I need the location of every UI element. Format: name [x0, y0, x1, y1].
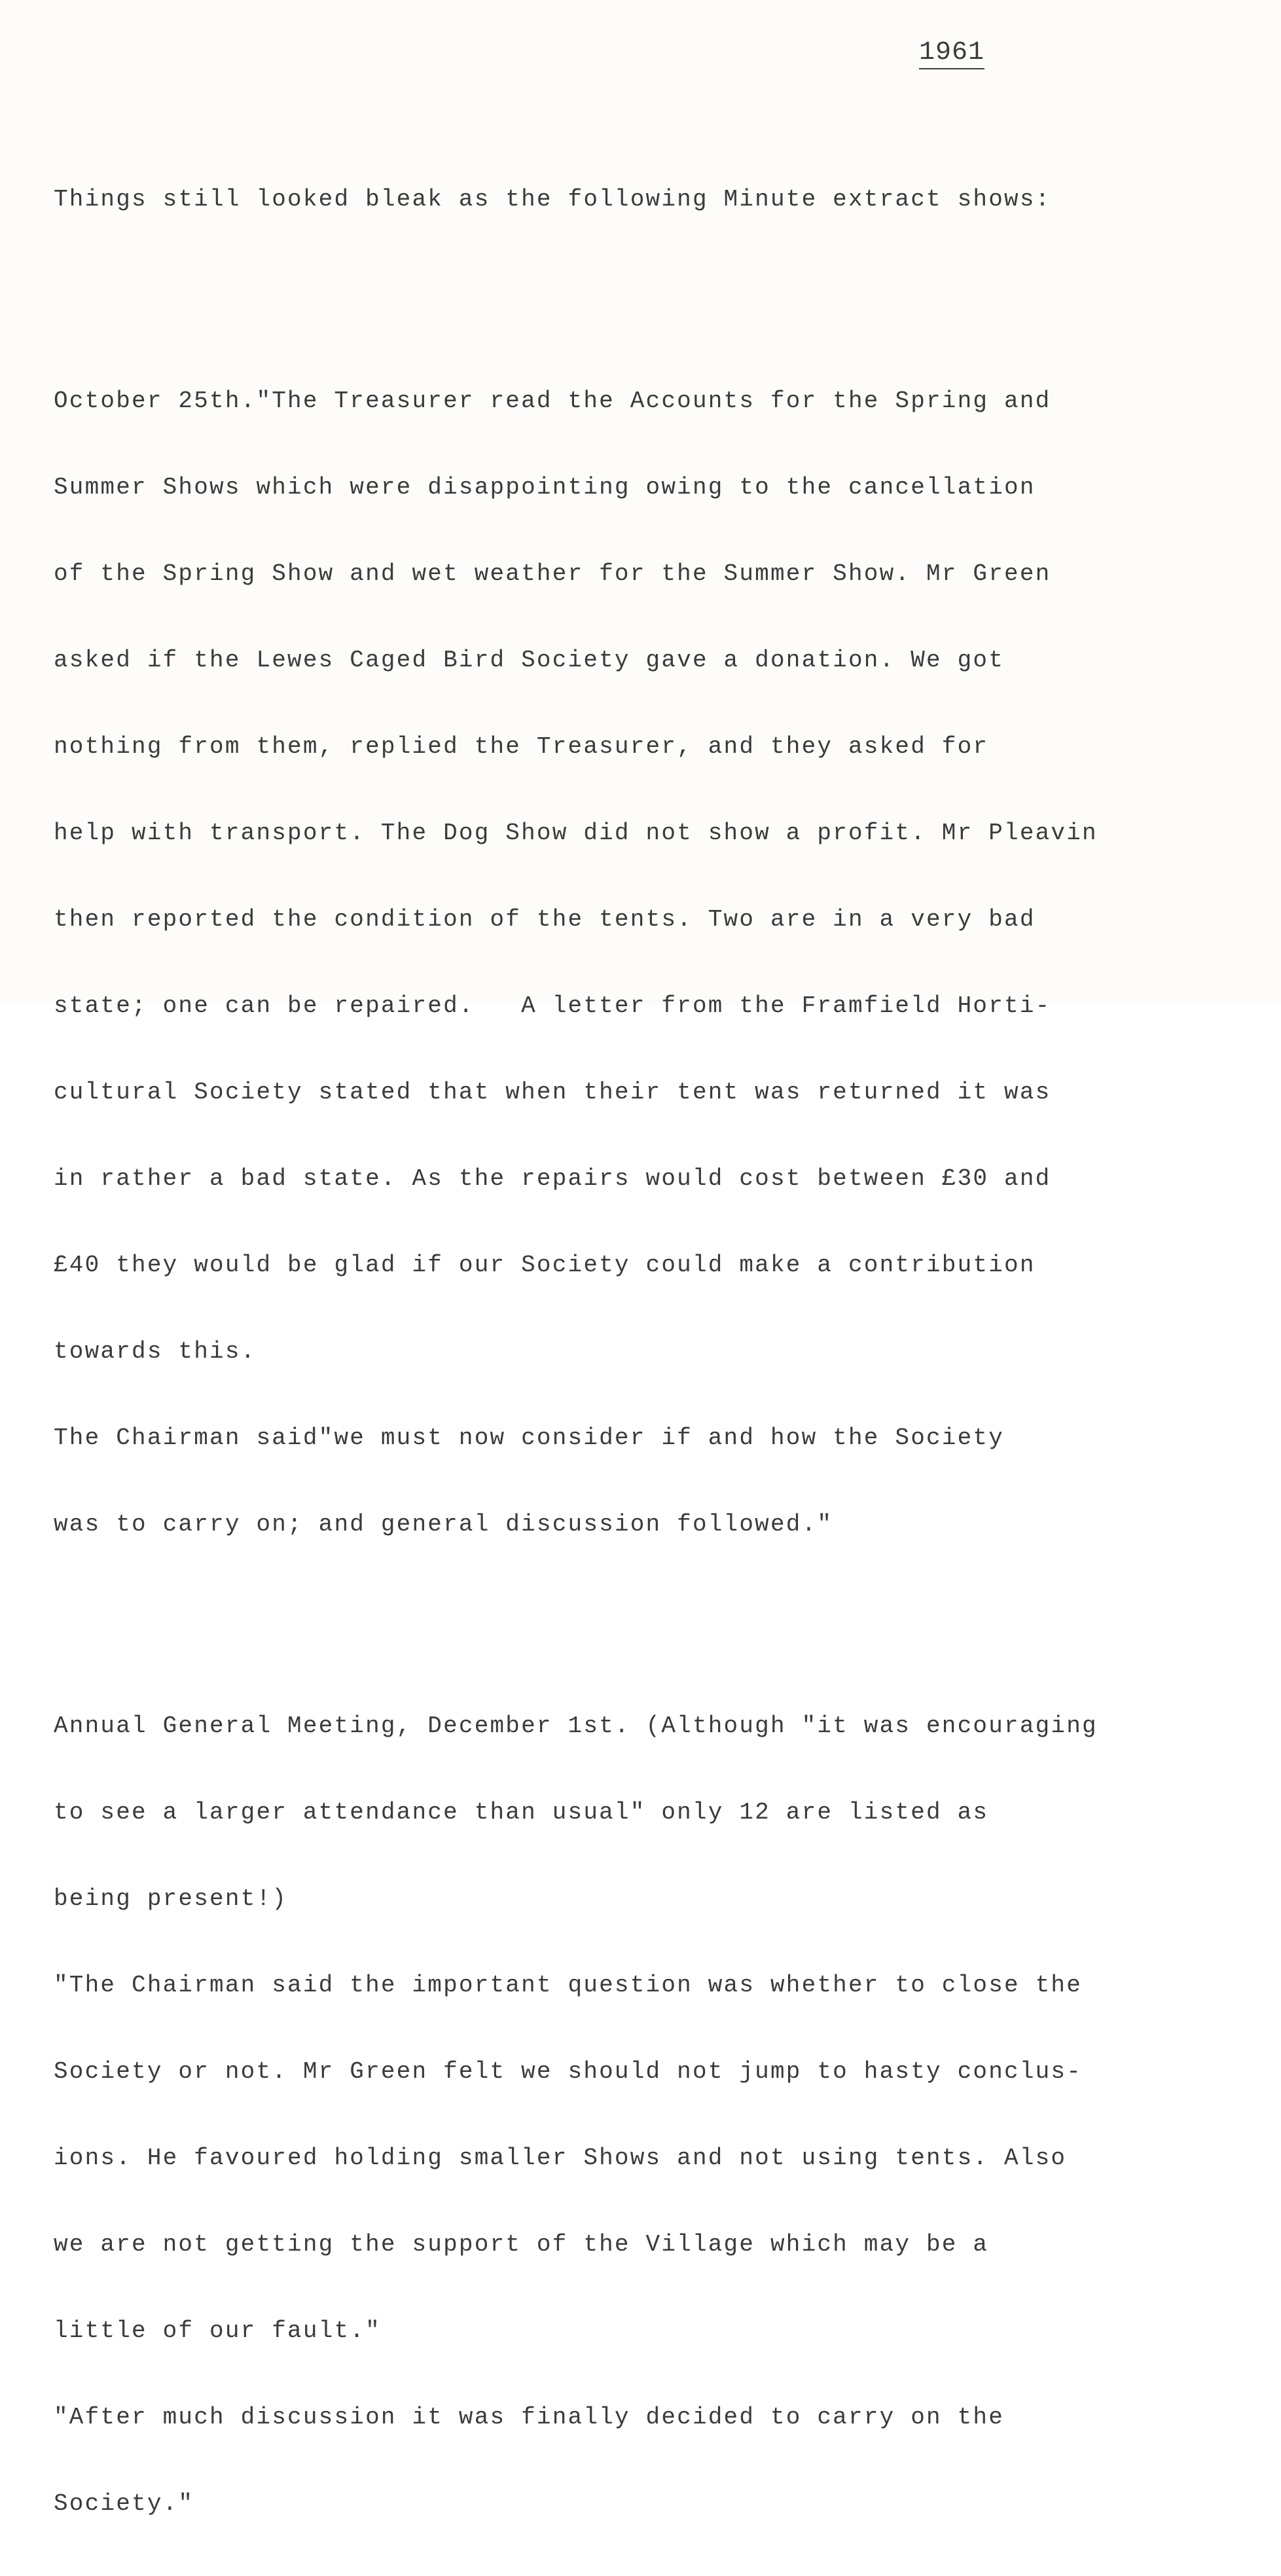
agm-minute-line: little of our fault."	[54, 2317, 381, 2344]
october-minute-line: was to carry on; and general discussion followed."	[54, 1511, 833, 1538]
paragraph-gap	[54, 272, 1265, 300]
agm-minute-line: Annual General Meeting, December 1st. (Although "it was encouraging	[54, 1713, 1098, 1739]
page-year-heading: 1961	[919, 38, 985, 67]
october-minute-line: help with transport. The Dog Show did not show a profit. Mr Pleavin	[54, 820, 1098, 846]
agm-minute-line: Society."	[54, 2490, 194, 2517]
october-minute-line: state; one can be repaired. A letter from the Framfield Horti-	[54, 992, 1051, 1019]
paragraph-gap	[54, 1597, 1265, 1625]
agm-minute-line: Society or not. Mr Green felt we should not jump to hasty conclus-	[54, 2058, 1083, 2085]
october-minute-line: October 25th."The Treasurer read the Accounts for the Spring and	[54, 388, 1051, 414]
october-minute-line: £40 they would be glad if our Society could make a contribution	[54, 1252, 1036, 1279]
october-minute-line: nothing from them, replied the Treasurer, and they asked for	[54, 733, 989, 760]
agm-minute-line: we are not getting the support of the Village which may be a	[54, 2231, 989, 2258]
october-minute-line: towards this.	[54, 1338, 257, 1365]
agm-minute-line: ions. He favoured holding smaller Shows and not using tents. Also	[54, 2145, 1067, 2171]
october-minute-line: in rather a bad state. As the repairs would cost between £30 and	[54, 1165, 1051, 1192]
intro-line: Things still looked bleak as the following Minute extract shows:	[54, 186, 1051, 213]
agm-minute-line: "After much discussion it was finally decided to carry on the	[54, 2404, 1005, 2431]
october-minute-line: cultural Society stated that when their tent was returned it was	[54, 1079, 1051, 1106]
october-minute-line: The Chairman said"we must now consider if and how the Society	[54, 1424, 1005, 1451]
october-minute-line: Summer Shows which were disappointing owing to the cancellation	[54, 474, 1036, 501]
agm-minute-line: being present!)	[54, 1885, 288, 1912]
agm-minute-line: "The Chairman said the important question was whether to close the	[54, 1972, 1083, 1999]
october-minute-line: asked if the Lewes Caged Bird Society gave a donation. We got	[54, 647, 1005, 674]
agm-minute-line: to see a larger attendance than usual" only 12 are listed as	[54, 1799, 989, 1826]
october-minute-line: of the Spring Show and wet weather for the Summer Show. Mr Green	[54, 560, 1051, 587]
october-minute-line: then reported the condition of the tents. Two are in a very bad	[54, 906, 1036, 933]
document-body	[54, 128, 1265, 2576]
